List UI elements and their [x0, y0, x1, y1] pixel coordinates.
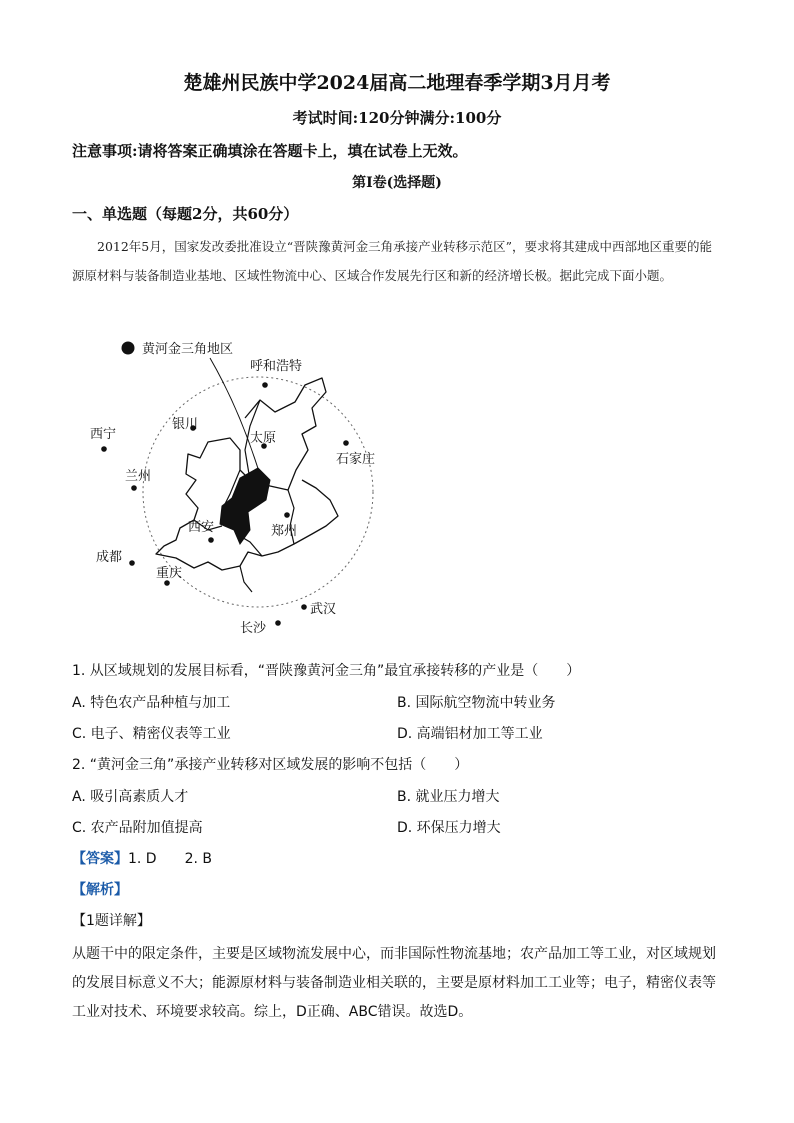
city-dot-changsha — [275, 620, 281, 626]
city-label-xian: 西安 — [188, 520, 215, 535]
exam-notice: 注意事项:请将答案正确填涂在答题卡上，填在试卷上无效。 — [72, 142, 468, 160]
reading-passage: 2012年5月，国家发改委批准设立“晋陕豫黄河金三角承接产业转移示范区”，要求将其建成中西部地区重要的能源原材料与装备制造业基地、区域性物流中心、区域合作发展先行区和新的经济增长极。据此完成下面小题。 — [72, 239, 713, 283]
answer-tag: 【答案】 — [72, 851, 128, 867]
question-1-option-a[interactable]: A. 特色农产品种植与加工 — [72, 695, 231, 711]
city-label-shijiazhuang: 石家庄 — [336, 452, 376, 467]
legend-dot-icon — [122, 342, 135, 355]
exam-title: 楚雄州民族中学2024届高二地理春季学期3月月考 — [183, 72, 611, 94]
question-1-option-c[interactable]: C. 电子、精密仪表等工业 — [72, 726, 231, 742]
city-label-lanzhou: 兰州 — [125, 469, 152, 484]
answer-line — [72, 848, 212, 868]
city-dot-chengdu — [129, 560, 135, 566]
question-2-option-a[interactable]: A. 吸引高素质人才 — [72, 789, 189, 805]
section-heading: 一、单选题（每题2分，共60分） — [72, 205, 299, 223]
city-label-changsha: 长沙 — [240, 621, 267, 636]
question-2-option-c[interactable]: C. 农产品附加值提高 — [72, 820, 203, 836]
analysis-label: 【解析】 — [72, 882, 128, 898]
detail-text: 从题干中的限定条件，主要是区域物流发展中心，而非国际性物流基地；农产品加工等工业，对区域规划的发展目标意义不大；能源原材料与装备制造业相关联的，主要是原材料加工工业等；电子，精密仪表等工业对技术、环境要求较高。综上，D正确、ABC错误。故选D。 — [72, 946, 716, 1020]
question-1-option-d[interactable]: D. 高端铝材加工等工业 — [397, 726, 543, 742]
question-2-option-d[interactable]: D. 环保压力增大 — [397, 820, 501, 836]
city-dot-chongqing — [164, 580, 170, 586]
city-label-chongqing: 重庆 — [156, 566, 183, 581]
city-dot-huhehaote — [262, 382, 268, 388]
map-figure — [90, 330, 420, 640]
city-dot-lanzhou — [131, 485, 137, 491]
city-label-huhehaote: 呼和浩特 — [250, 359, 303, 374]
question-2-stem: 2. “黄河金三角”承接产业转移对区域发展的影响不包括（ ） — [72, 757, 469, 773]
city-label-wuhan: 武汉 — [310, 602, 337, 617]
city-label-taiyuan: 太原 — [250, 431, 277, 446]
city-label-chengdu: 成都 — [96, 550, 123, 565]
legend-label: 黄河金三角地区 — [142, 342, 234, 357]
city-dot-wuhan — [301, 604, 307, 610]
city-dot-zhengzhou — [284, 512, 290, 518]
answer-value: 1. D 2. B — [128, 851, 212, 867]
part-heading: 第Ⅰ卷(选择题) — [352, 175, 442, 191]
question-1-option-b[interactable]: B. 国际航空物流中转业务 — [397, 695, 556, 711]
exam-time: 考试时间:120分钟满分:100分 — [292, 109, 502, 127]
question-2-option-b[interactable]: B. 就业压力增大 — [397, 789, 500, 805]
city-label-xining: 西宁 — [90, 427, 117, 442]
city-label-zhengzhou: 郑州 — [271, 524, 298, 539]
question-1-stem: 1. 从区域规划的发展目标看，“晋陕豫黄河金三角”最宜承接转移的产业是（ ） — [72, 663, 581, 679]
leader-line — [210, 358, 260, 475]
city-label-yinchuan: 银川 — [172, 417, 199, 432]
detail-label: 【1题详解】 — [72, 913, 151, 929]
golden-triangle-region — [220, 468, 270, 544]
city-dot-xining — [101, 446, 107, 452]
city-dot-shijiazhuang — [343, 440, 349, 446]
city-dot-xian — [208, 537, 214, 543]
